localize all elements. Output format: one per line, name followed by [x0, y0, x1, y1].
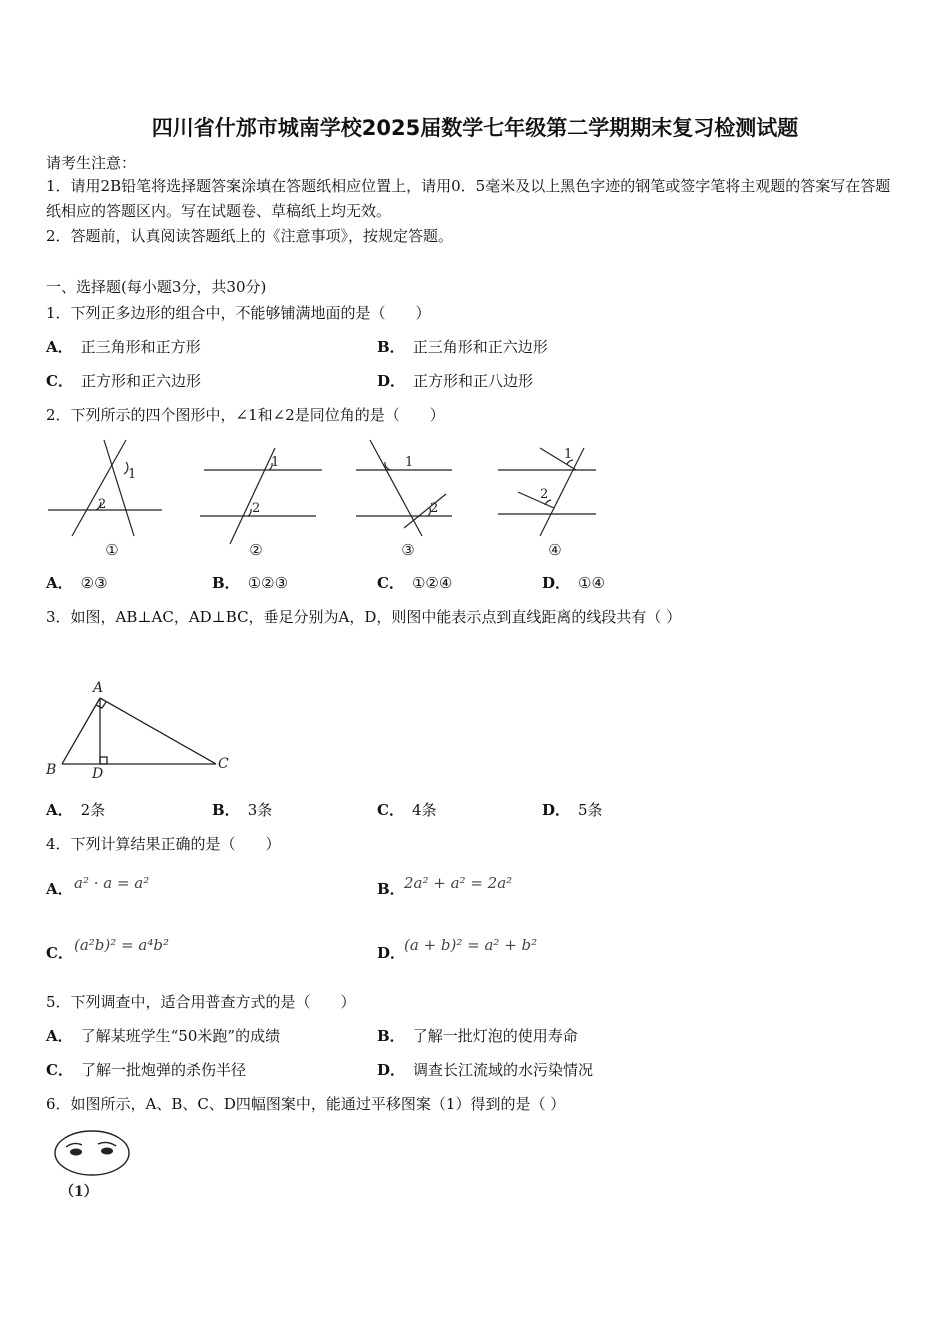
option-label: D． [542, 801, 571, 819]
figure-1-label: （1） [60, 1184, 98, 1200]
question-2-stem: 2．下列所示的四个图形中，∠1和∠2是同位角的是（ ） [46, 406, 445, 424]
left-eye [70, 1149, 82, 1156]
option-text: 2条 [80, 801, 106, 819]
option-text: 调查长江流域的水污染情况 [413, 1061, 594, 1079]
angle-2-label: 2 [540, 487, 549, 502]
option-label: B． [377, 1027, 405, 1045]
option-text: ②③ [80, 574, 108, 592]
option-label: C． [377, 801, 404, 819]
angle-1-label: 1 [271, 455, 280, 470]
point-b-label: B [46, 762, 57, 778]
section-heading: 一、选择题(每小题3分，共30分) [46, 278, 267, 296]
option-label: A． [46, 574, 73, 592]
q4-option-b-formula: 2a² + a² = 2a² [404, 874, 513, 892]
q1-option-a[interactable] [46, 336, 201, 357]
notice-item-1: 1．请用2B铅笔将选择题答案涂填在答题纸相应位置上，请用0．5毫米及以上黑色字迹的钢笔或签字笔将主观题的答案写在答题纸相应的答题区内。写在试题卷、草稿纸上均无效。 [46, 177, 891, 220]
q3-option-a[interactable] [46, 799, 105, 820]
angle-1-label: 1 [128, 467, 137, 482]
option-text: 5条 [578, 801, 603, 819]
option-text: ①②④ [411, 574, 453, 592]
q3-option-b[interactable] [212, 799, 272, 820]
angle-2-label: 2 [430, 501, 439, 516]
face-outline [55, 1131, 129, 1175]
option-text: ①②③ [247, 574, 289, 592]
q4-option-a-formula: a² · a = a² [74, 874, 150, 892]
option-text: 了解某班学生“50米跑”的成绩 [80, 1027, 281, 1045]
q2-option-b[interactable] [212, 572, 288, 593]
option-text: 正方形和正八边形 [413, 372, 534, 390]
figure-1-label: ① [105, 541, 119, 559]
option-label: B． [377, 338, 405, 356]
q2-figures [40, 432, 620, 562]
point-d-label: D [92, 766, 104, 782]
figure-3-label: ③ [401, 541, 415, 559]
notice-item-2: 2．答题前，认真阅读答题纸上的《注意事项》，按规定答题。 [46, 227, 454, 245]
right-eye [101, 1148, 113, 1155]
point-a-label: A [93, 680, 104, 696]
question-3-stem: 3．如图，AB⊥AC，AD⊥BC，垂足分别为A，D，则图中能表示点到直线距离的线段共有（ ） [46, 608, 682, 626]
option-label: B． [377, 880, 405, 898]
angle-2-label: 2 [252, 501, 261, 516]
question-1-stem: 1．下列正多边形的组合中，不能够铺满地面的是（ ） [46, 304, 431, 322]
option-label: D． [542, 574, 571, 592]
q1-option-b[interactable] [377, 336, 548, 357]
option-label: C． [377, 574, 404, 592]
q5-option-c[interactable] [46, 1059, 246, 1080]
q5-option-b[interactable] [377, 1025, 578, 1046]
question-4-stem: 4．下列计算结果正确的是（ ） [46, 835, 281, 853]
option-label: C． [46, 1061, 73, 1079]
option-label: C． [46, 944, 73, 962]
option-text: 4条 [411, 801, 437, 819]
option-text: ①④ [578, 574, 605, 592]
angle-2-label: 2 [98, 497, 107, 512]
option-label: A． [46, 1027, 73, 1045]
q3-option-c[interactable] [377, 799, 437, 820]
q3-triangle-figure [40, 676, 250, 786]
q6-face-figure [50, 1128, 136, 1204]
option-label: C． [46, 372, 73, 390]
figure-4-label: ④ [548, 541, 562, 559]
option-text: 3条 [247, 801, 273, 819]
option-text: 正方形和正六边形 [80, 372, 201, 390]
question-6-stem: 6．如图所示，A、B、C、D四幅图案中，能通过平移图案（1）得到的是（ ） [46, 1095, 566, 1113]
option-label: A． [46, 880, 73, 898]
q2-option-d[interactable] [542, 572, 605, 593]
angle-1-label: 1 [564, 447, 573, 462]
option-label: D． [377, 1061, 406, 1079]
q3-option-d[interactable] [542, 799, 603, 820]
notice-heading: 请考生注意： [46, 154, 137, 172]
option-text: 了解一批灯泡的使用寿命 [412, 1027, 578, 1045]
point-c-label: C [218, 756, 229, 772]
q2-option-c[interactable] [377, 572, 452, 593]
option-label: A． [46, 801, 73, 819]
page-title: 四川省什邡市城南学校2025届数学七年级第二学期期末复习检测试题 [151, 116, 799, 140]
option-text: 正三角形和正方形 [80, 338, 201, 356]
option-text: 正三角形和正六边形 [412, 338, 548, 356]
option-text: 了解一批炮弹的杀伤半径 [80, 1061, 246, 1079]
angle-1-label: 1 [405, 455, 414, 470]
question-5-stem: 5．下列调查中，适合用普查方式的是（ ） [46, 993, 356, 1011]
q2-option-a[interactable] [46, 572, 108, 593]
q1-option-c[interactable] [46, 370, 201, 391]
q1-option-d[interactable] [377, 370, 533, 391]
right-eyebrow [98, 1142, 116, 1146]
option-label: D． [377, 944, 406, 962]
q5-option-a[interactable] [46, 1025, 280, 1046]
q4-option-d-formula: (a + b)² = a² + b² [404, 936, 538, 954]
option-label: D． [377, 372, 406, 390]
q4-option-c-formula: (a²b)² = a⁴b² [74, 936, 169, 954]
option-label: B． [212, 801, 240, 819]
figure-2-label: ② [249, 541, 263, 559]
angle-labels [98, 447, 572, 516]
option-label: B． [212, 574, 240, 592]
q5-option-d[interactable] [377, 1059, 593, 1080]
option-label: A． [46, 338, 73, 356]
left-eyebrow [66, 1143, 82, 1147]
